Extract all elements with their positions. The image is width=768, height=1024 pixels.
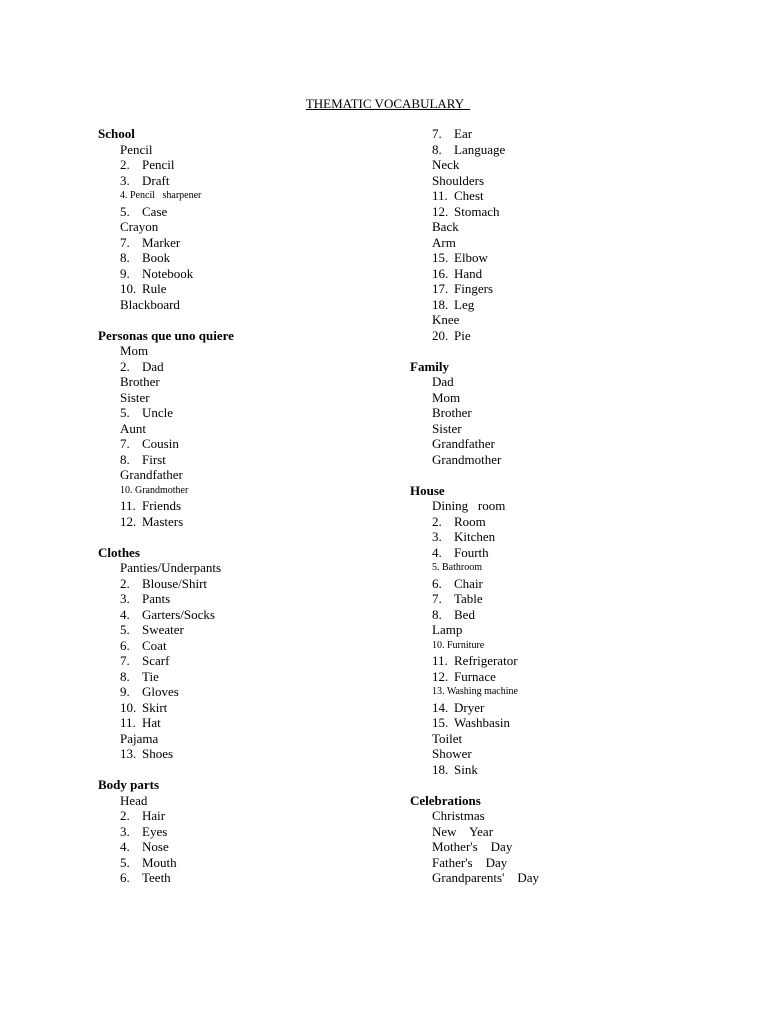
vocab-item (410, 421, 539, 437)
item-text: Friends (142, 498, 181, 513)
item-text: New Year (432, 823, 494, 839)
item-text: Grandfather (432, 436, 495, 451)
item-number: 2. (120, 575, 130, 591)
vocab-item (98, 669, 234, 685)
item-number: 7. (120, 234, 130, 250)
item-number: 7. (120, 436, 130, 451)
vocab-item (98, 839, 234, 855)
item-number: 8. (432, 606, 442, 622)
item-text: Hair (142, 808, 166, 823)
section-gap (410, 467, 539, 483)
vocab-section (98, 545, 234, 762)
page-title (0, 96, 768, 111)
item-text: Table (454, 591, 483, 606)
item-number: 4. (120, 839, 130, 854)
vocab-item (98, 715, 234, 731)
vocab-item (98, 219, 234, 235)
vocab-item (410, 855, 539, 871)
section-gap (410, 777, 539, 793)
item-text: Pajama (120, 730, 159, 746)
vocab-item (410, 374, 539, 390)
vocab-item (410, 405, 539, 421)
vocab-item (410, 142, 539, 158)
vocab-item (98, 700, 234, 716)
item-number: 6. (120, 870, 130, 885)
vocab-section (410, 359, 539, 468)
vocab-item (98, 591, 234, 607)
item-text: Mom (120, 343, 149, 358)
item-text: Knee (432, 312, 460, 327)
item-text: Garters/Socks (142, 606, 215, 622)
vocab-item (410, 715, 539, 731)
vocab-item (410, 870, 539, 886)
item-number: 8. (120, 668, 130, 684)
item-text: Eyes (142, 823, 168, 839)
item-number: 8. (432, 141, 442, 157)
item-number: 2. (120, 358, 130, 374)
vocab-item (410, 204, 539, 220)
section-heading: Personas que uno quiere (98, 327, 234, 343)
vocab-item (410, 607, 539, 623)
vocab-item (410, 700, 539, 716)
vocab-item (98, 467, 234, 483)
section-gap (98, 762, 234, 778)
item-text: Toilet (432, 730, 463, 746)
item-text: Nose (142, 839, 169, 854)
vocab-item (410, 839, 539, 855)
item-number: 11. (120, 715, 136, 730)
item-number: 4. (432, 544, 442, 560)
item-text: Leg (454, 296, 475, 312)
item-text: Book (142, 250, 171, 265)
item-text: Language (454, 141, 506, 157)
vocab-item (98, 359, 234, 375)
item-number: 10. (120, 281, 137, 296)
item-number: 6. (432, 575, 442, 591)
vocab-item (98, 204, 234, 220)
item-text: Hand (454, 265, 483, 281)
vocab-item (410, 576, 539, 592)
item-number: 4. (120, 606, 130, 622)
vocab-item (410, 669, 539, 685)
item-text: Head (120, 792, 148, 808)
section-heading: Body parts (98, 777, 160, 792)
item-text: Sink (454, 761, 478, 777)
section-heading: Clothes (98, 544, 140, 560)
item-number: 15. (432, 250, 449, 265)
vocab-section (410, 483, 539, 778)
vocab-item (98, 250, 234, 266)
item-number: 5. (432, 562, 440, 573)
item-number: 13. (120, 746, 137, 761)
item-number: 7. (432, 591, 442, 606)
item-text: Uncle (142, 405, 174, 420)
item-text: Chest (454, 188, 484, 203)
item-text: Dryer (454, 699, 485, 715)
vocab-item (410, 560, 539, 576)
item-number: 8. (120, 250, 130, 265)
item-text: Aunt (120, 420, 146, 436)
item-text: Washing machine (446, 686, 518, 697)
item-text: Grandparents' Day (432, 870, 540, 885)
item-text: Teeth (142, 870, 171, 885)
item-number: 8. (120, 451, 130, 467)
item-text: Chair (454, 575, 483, 591)
item-text: Scarf (142, 653, 170, 668)
vocab-section (98, 126, 234, 312)
item-text: Dad (142, 358, 164, 374)
item-number: 5. (120, 854, 130, 870)
vocab-item (410, 250, 539, 266)
item-text: Skirt (142, 699, 168, 715)
vocab-item (98, 793, 234, 809)
vocab-item (98, 746, 234, 762)
item-number: 5. (120, 405, 130, 420)
section-gap (98, 312, 234, 328)
vocab-item (410, 328, 539, 344)
section-heading: School (98, 126, 135, 141)
vocab-item (98, 560, 234, 576)
vocab-item (98, 266, 234, 282)
item-text: Pencil (120, 141, 153, 157)
vocab-item (410, 390, 539, 406)
section-gap (410, 343, 539, 359)
vocab-item (410, 436, 539, 452)
right-column (410, 126, 539, 886)
vocab-item (410, 219, 539, 235)
item-number: 12. (120, 513, 137, 529)
vocab-item (98, 638, 234, 654)
item-text: Room (454, 513, 486, 529)
item-text: Brother (432, 405, 472, 420)
vocab-item (98, 483, 234, 499)
item-text: Father's Day (432, 854, 508, 870)
item-number: 18. (432, 761, 449, 777)
item-number: 7. (432, 126, 442, 141)
item-text: Kitchen (454, 529, 496, 544)
item-text: Grandfather (120, 467, 183, 482)
section-gap (98, 529, 234, 545)
vocab-item (98, 808, 234, 824)
item-text: Ear (454, 126, 473, 141)
vocab-item (98, 824, 234, 840)
vocab-item (410, 545, 539, 561)
page-title-text: THEMATIC VOCABULARY (305, 96, 471, 111)
vocab-item (410, 653, 539, 669)
item-text: Neck (432, 157, 460, 172)
item-number: 3. (120, 823, 130, 839)
vocab-item (98, 684, 234, 700)
vocab-item (410, 188, 539, 204)
item-number: 4. (120, 190, 128, 201)
item-text: Refrigerator (454, 653, 518, 668)
item-text: Draft (142, 172, 170, 188)
item-text: Bathroom (442, 562, 482, 573)
vocab-item (410, 638, 539, 654)
item-text: Pie (454, 327, 471, 343)
vocab-item (410, 235, 539, 251)
vocab-item (98, 188, 234, 204)
vocab-item (98, 653, 234, 669)
item-number: 10. (120, 484, 133, 496)
item-number: 5. (120, 622, 130, 637)
vocab-item (98, 452, 234, 468)
item-text: Notebook (142, 265, 194, 281)
section-heading: Celebrations (410, 792, 481, 808)
item-number: 2. (120, 808, 130, 823)
item-text: Sweater (142, 622, 184, 637)
vocab-item (98, 405, 234, 421)
item-text: Hat (142, 715, 161, 730)
item-text: Bed (454, 606, 475, 622)
item-text: Grandmother (432, 451, 502, 467)
item-number: 9. (120, 684, 130, 699)
vocab-item (410, 808, 539, 824)
vocab-item (98, 607, 234, 623)
vocab-item (98, 157, 234, 173)
item-text: Grandmother (135, 484, 189, 496)
item-text: Washbasin (454, 715, 510, 730)
item-text: Mom (432, 389, 461, 405)
vocab-item (410, 173, 539, 189)
item-text: Elbow (454, 250, 488, 265)
left-column (98, 126, 234, 886)
item-text: Panties/Underpants (120, 560, 222, 575)
item-number: 18. (432, 296, 449, 312)
item-text: Dad (432, 374, 454, 389)
vocab-item (98, 436, 234, 452)
item-text: Coat (142, 637, 167, 653)
item-text: Blouse/Shirt (142, 575, 208, 591)
item-text: Pencil (142, 157, 175, 172)
item-number: 14. (432, 699, 449, 715)
item-number: 6. (120, 637, 130, 653)
vocab-item (410, 684, 539, 700)
item-text: Mouth (142, 854, 177, 870)
item-text: Rule (142, 281, 167, 296)
item-text: Brother (120, 374, 160, 389)
vocab-item (98, 374, 234, 390)
vocab-item (98, 855, 234, 871)
section-heading: House (410, 482, 445, 498)
item-number: 2. (120, 157, 130, 172)
vocab-item (410, 591, 539, 607)
item-number: 15. (432, 715, 449, 730)
item-text: Cousin (142, 436, 179, 451)
vocab-item (98, 421, 234, 437)
item-text: Pants (142, 591, 171, 606)
item-number: 3. (120, 591, 130, 606)
vocab-item (410, 297, 539, 313)
item-text: Stomach (454, 203, 500, 219)
item-text: Fourth (454, 544, 489, 560)
vocab-section (98, 328, 234, 530)
vocab-item (410, 281, 539, 297)
item-number: 16. (432, 265, 449, 281)
item-text: Sister (432, 420, 462, 436)
vocab-item (98, 343, 234, 359)
item-text: Christmas (432, 808, 485, 823)
vocab-item (410, 312, 539, 328)
item-number: 5. (120, 203, 130, 219)
item-text: Gloves (142, 684, 179, 699)
vocab-item (98, 498, 234, 514)
vocab-item (98, 622, 234, 638)
vocab-item (98, 731, 234, 747)
vocab-item (98, 514, 234, 530)
vocab-item (410, 622, 539, 638)
item-text: Shoulders (432, 172, 484, 188)
vocab-item (410, 731, 539, 747)
item-text: Fingers (454, 281, 493, 296)
vocab-item (98, 870, 234, 886)
vocab-item (98, 173, 234, 189)
item-text: Sister (120, 389, 150, 405)
vocab-section (98, 777, 234, 886)
vocab-item (98, 297, 234, 313)
item-number: 7. (120, 653, 130, 668)
vocab-item (410, 762, 539, 778)
vocab-item (410, 157, 539, 173)
item-number: 3. (120, 172, 130, 188)
item-text: Arm (432, 234, 456, 250)
item-number: 12. (432, 668, 449, 684)
vocab-section (410, 126, 539, 343)
vocab-item (98, 576, 234, 592)
item-number: 13. (432, 686, 445, 697)
vocab-item (410, 498, 539, 514)
item-text: Furnace (454, 668, 496, 684)
item-number: 2. (432, 513, 442, 529)
vocab-item (98, 281, 234, 297)
vocab-item (410, 746, 539, 762)
item-number: 9. (120, 265, 130, 281)
item-number: 20. (432, 327, 449, 343)
item-number: 10. (432, 639, 445, 651)
item-number: 10. (120, 699, 137, 715)
vocab-item (98, 142, 234, 158)
item-text: Marker (142, 234, 181, 250)
vocab-item (410, 529, 539, 545)
item-text: Back (432, 219, 459, 234)
vocab-item (410, 266, 539, 282)
vocab-item (410, 452, 539, 468)
item-text: Furniture (447, 639, 485, 651)
vocab-item (410, 824, 539, 840)
item-text: Blackboard (120, 296, 180, 312)
vocab-item (98, 235, 234, 251)
vocab-item (410, 126, 539, 142)
item-number: 11. (432, 653, 448, 668)
item-text: Shoes (142, 746, 174, 761)
item-text: Crayon (120, 219, 159, 234)
item-text: Pencil sharpener (130, 190, 202, 201)
item-number: 11. (432, 188, 448, 203)
item-text: Shower (432, 746, 472, 761)
item-text: Mother's Day (432, 839, 513, 854)
item-number: 11. (120, 498, 136, 513)
vocab-item (410, 514, 539, 530)
item-text: Lamp (432, 622, 463, 637)
item-text: First (142, 451, 166, 467)
item-text: Tie (142, 668, 159, 684)
item-number: 12. (432, 203, 449, 219)
item-number: 17. (432, 281, 449, 296)
vocab-section (410, 793, 539, 886)
vocab-item (98, 390, 234, 406)
item-text: Masters (142, 513, 184, 529)
section-heading: Family (410, 358, 449, 374)
item-number: 3. (432, 529, 442, 544)
item-text: Dining room (432, 498, 506, 513)
item-text: Case (142, 203, 168, 219)
